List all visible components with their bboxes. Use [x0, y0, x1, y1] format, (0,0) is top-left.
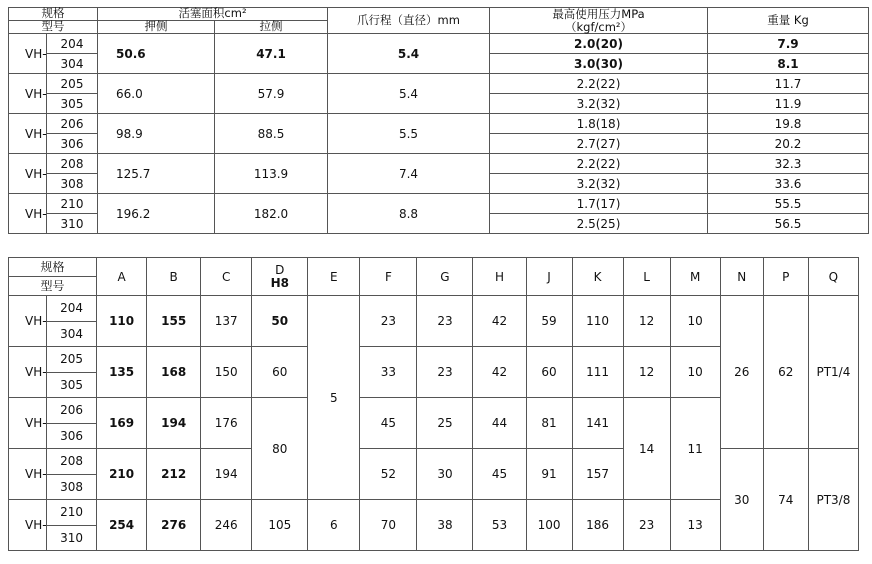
push-side-header: 押侧	[98, 21, 215, 34]
dim-f: 52	[360, 449, 417, 500]
dim-f: 23	[360, 296, 417, 347]
table-row	[9, 114, 869, 134]
col-header-d-label: D	[275, 262, 285, 277]
pull-area: 57.9	[215, 74, 328, 114]
table-row	[9, 74, 869, 94]
weight-header: 重量 Kg	[708, 8, 869, 34]
pressure-value: 3.0(30)	[490, 54, 708, 74]
model-number: 304	[47, 321, 97, 347]
dim-l: 12	[623, 296, 670, 347]
pressure-value: 1.7(17)	[490, 194, 708, 214]
push-area: 196.2	[98, 194, 215, 234]
model-header: 型号	[9, 277, 97, 296]
col-header-q: Q	[808, 258, 858, 296]
pull-side-header: 拉侧	[215, 21, 328, 34]
dim-d: 105	[252, 500, 308, 551]
dim-j: 59	[526, 296, 572, 347]
push-area: 50.6	[98, 34, 215, 74]
model-prefix: VH-	[9, 449, 47, 500]
dim-h: 53	[473, 500, 526, 551]
pressure-header-title: 最高使用压力MPa	[552, 7, 645, 21]
model-number: 308	[47, 474, 97, 500]
col-header-b: B	[147, 258, 201, 296]
col-header-d-tolerance: H8	[270, 275, 289, 290]
dim-e: 6	[308, 500, 360, 551]
dim-l: 14	[623, 398, 670, 500]
dim-q: PT3/8	[808, 449, 858, 551]
col-header-f: F	[360, 258, 417, 296]
dim-b: 168	[147, 347, 201, 398]
dim-a: 110	[97, 296, 147, 347]
model-prefix: VH-	[9, 398, 47, 449]
model-number: 205	[47, 347, 97, 373]
col-header-l: L	[623, 258, 670, 296]
dim-a: 135	[97, 347, 147, 398]
dim-n: 26	[720, 296, 763, 449]
dim-h: 44	[473, 398, 526, 449]
model-prefix: VH-	[9, 347, 47, 398]
dim-e: 5	[308, 296, 360, 500]
weight-value: 32.3	[708, 154, 869, 174]
dim-g: 23	[417, 296, 473, 347]
dim-g: 30	[417, 449, 473, 500]
push-area: 66.0	[98, 74, 215, 114]
piston-area-header: 活塞面积cm²	[98, 8, 328, 21]
dim-m: 11	[670, 398, 720, 500]
spec-header: 规格	[9, 8, 98, 21]
dim-k: 110	[572, 296, 623, 347]
dim-a: 254	[97, 500, 147, 551]
model-prefix: VH-	[9, 114, 47, 154]
dim-f: 70	[360, 500, 417, 551]
model-number: 310	[47, 525, 97, 551]
stroke-value: 8.8	[328, 194, 490, 234]
pressure-value: 2.0(20)	[490, 34, 708, 54]
model-prefix: VH-	[9, 74, 47, 114]
pressure-value: 2.5(25)	[490, 214, 708, 234]
col-header-e: E	[308, 258, 360, 296]
weight-value: 7.9	[708, 34, 869, 54]
dim-a: 210	[97, 449, 147, 500]
weight-value: 8.1	[708, 54, 869, 74]
dim-m: 10	[670, 296, 720, 347]
dim-k: 186	[572, 500, 623, 551]
weight-value: 20.2	[708, 134, 869, 154]
model-number: 208	[47, 449, 97, 475]
col-header-k: K	[572, 258, 623, 296]
model-number: 306	[47, 134, 98, 154]
dim-f: 33	[360, 347, 417, 398]
dim-d: 60	[252, 347, 308, 398]
dim-b: 155	[147, 296, 201, 347]
model-prefix: VH-	[9, 194, 47, 234]
table-row	[9, 194, 869, 214]
dim-c: 246	[201, 500, 252, 551]
model-number: 206	[47, 398, 97, 424]
dim-j: 91	[526, 449, 572, 500]
stroke-value: 7.4	[328, 154, 490, 194]
dim-h: 45	[473, 449, 526, 500]
weight-value: 55.5	[708, 194, 869, 214]
dim-g: 38	[417, 500, 473, 551]
model-number: 204	[47, 34, 98, 54]
dim-j: 60	[526, 347, 572, 398]
dim-p: 62	[763, 296, 808, 449]
push-area: 125.7	[98, 154, 215, 194]
dim-h: 42	[473, 347, 526, 398]
model-number: 205	[47, 74, 98, 94]
model-number: 210	[47, 500, 97, 526]
pressure-value: 1.8(18)	[490, 114, 708, 134]
model-number: 304	[47, 54, 98, 74]
spec-header: 规格	[9, 258, 97, 277]
dim-k: 157	[572, 449, 623, 500]
col-header-g: G	[417, 258, 473, 296]
stroke-header: 爪行程（直径）mm	[328, 8, 490, 34]
weight-value: 11.9	[708, 94, 869, 114]
dim-b: 276	[147, 500, 201, 551]
table-row	[9, 296, 859, 322]
weight-value: 19.8	[708, 114, 869, 134]
dim-h: 42	[473, 296, 526, 347]
pull-area: 47.1	[215, 34, 328, 74]
weight-value: 56.5	[708, 214, 869, 234]
dim-j: 100	[526, 500, 572, 551]
stroke-value: 5.4	[328, 34, 490, 74]
stroke-value: 5.5	[328, 114, 490, 154]
model-prefix: VH-	[9, 34, 47, 74]
model-number: 305	[47, 372, 97, 398]
dim-m: 13	[670, 500, 720, 551]
dim-l: 12	[623, 347, 670, 398]
pressure-header-unit: （kgf/cm²）	[565, 19, 633, 34]
pressure-value: 2.2(22)	[490, 154, 708, 174]
pressure-header	[490, 8, 708, 34]
dim-c: 194	[201, 449, 252, 500]
col-header-j: J	[526, 258, 572, 296]
weight-value: 11.7	[708, 74, 869, 94]
dim-j: 81	[526, 398, 572, 449]
dim-d: 50	[252, 296, 308, 347]
col-header-c: C	[201, 258, 252, 296]
pull-area: 113.9	[215, 154, 328, 194]
dim-b: 212	[147, 449, 201, 500]
model-number: 208	[47, 154, 98, 174]
col-header-n: N	[720, 258, 763, 296]
dimension-table	[8, 257, 859, 551]
dim-m: 10	[670, 347, 720, 398]
model-number: 308	[47, 174, 98, 194]
dim-f: 45	[360, 398, 417, 449]
dim-n: 30	[720, 449, 763, 551]
pressure-value: 3.2(32)	[490, 174, 708, 194]
push-area: 98.9	[98, 114, 215, 154]
pull-area: 88.5	[215, 114, 328, 154]
stroke-value: 5.4	[328, 74, 490, 114]
dim-b: 194	[147, 398, 201, 449]
dim-c: 176	[201, 398, 252, 449]
model-prefix: VH-	[9, 154, 47, 194]
dim-l: 23	[623, 500, 670, 551]
dim-q: PT1/4	[808, 296, 858, 449]
dim-g: 25	[417, 398, 473, 449]
dim-k: 111	[572, 347, 623, 398]
weight-value: 33.6	[708, 174, 869, 194]
model-number: 210	[47, 194, 98, 214]
dim-d: 80	[252, 398, 308, 500]
dim-k: 141	[572, 398, 623, 449]
cylinder-spec-table	[8, 7, 869, 234]
dim-p: 74	[763, 449, 808, 551]
table-row	[9, 154, 869, 174]
pressure-value: 3.2(32)	[490, 94, 708, 114]
col-header-d	[252, 258, 308, 296]
model-number: 310	[47, 214, 98, 234]
model-number: 305	[47, 94, 98, 114]
pressure-value: 2.2(22)	[490, 74, 708, 94]
table-row	[9, 34, 869, 54]
table-row	[9, 449, 859, 475]
model-prefix: VH-	[9, 500, 47, 551]
model-prefix: VH-	[9, 296, 47, 347]
model-number: 306	[47, 423, 97, 449]
col-header-a: A	[97, 258, 147, 296]
pressure-value: 2.7(27)	[490, 134, 708, 154]
col-header-h: H	[473, 258, 526, 296]
model-number: 204	[47, 296, 97, 322]
model-header: 型号	[9, 21, 98, 34]
dim-c: 150	[201, 347, 252, 398]
dim-c: 137	[201, 296, 252, 347]
dim-a: 169	[97, 398, 147, 449]
dim-g: 23	[417, 347, 473, 398]
model-number: 206	[47, 114, 98, 134]
col-header-m: M	[670, 258, 720, 296]
col-header-p: P	[763, 258, 808, 296]
pull-area: 182.0	[215, 194, 328, 234]
